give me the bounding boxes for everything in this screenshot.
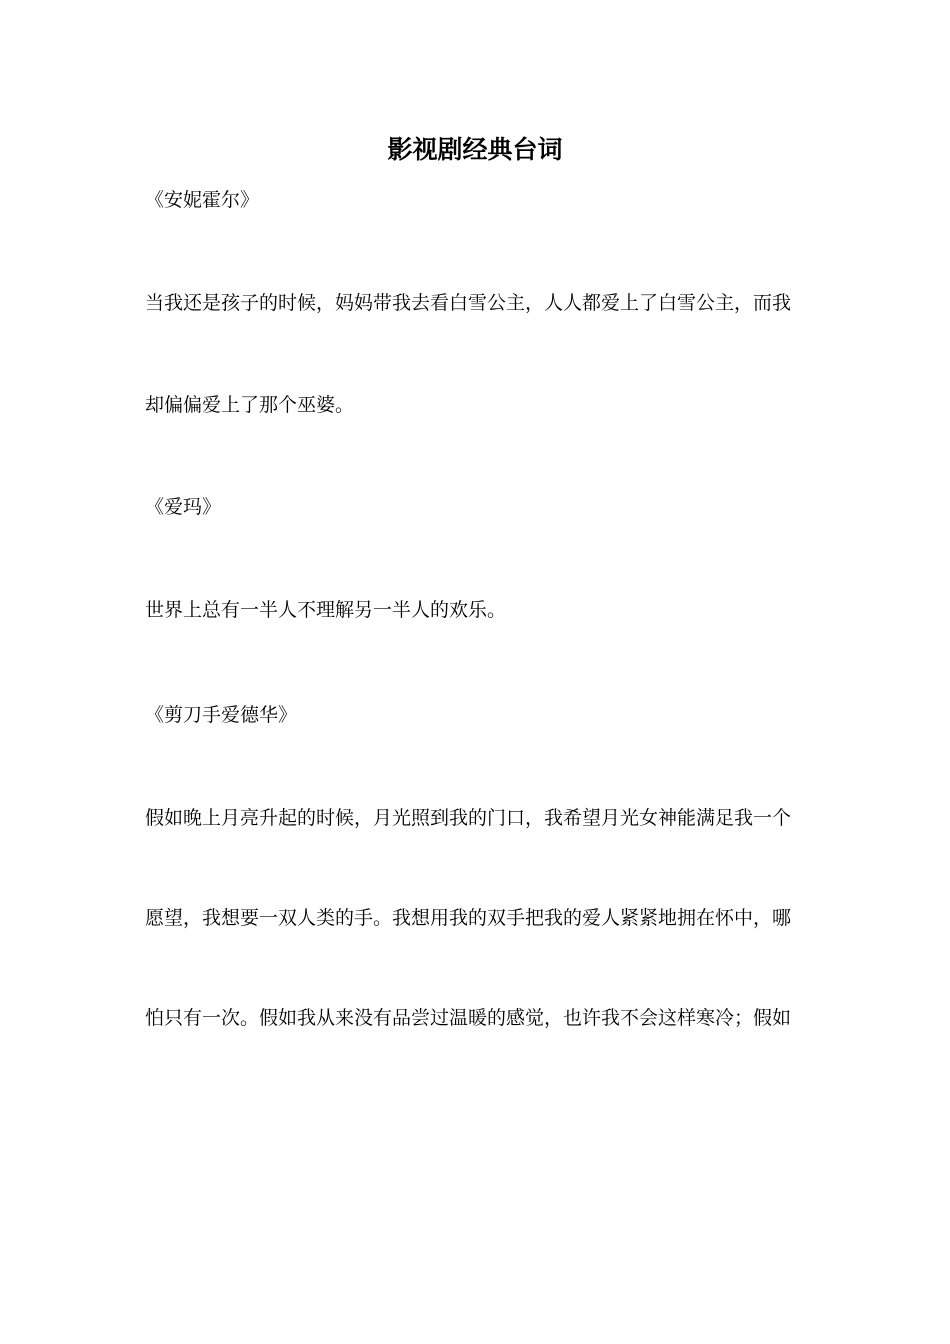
paragraph-line: 假如晚上月亮升起的时候，月光照到我的门口，我希望月光女神能满足我一个 (145, 807, 792, 829)
section-heading-edward-scissorhands: 《剪刀手爱德华》 (145, 704, 298, 726)
paragraph-line: 世界上总有一半人不理解另一半人的欢乐。 (145, 599, 507, 621)
paragraph-line: 却偏偏爱上了那个巫婆。 (145, 394, 355, 416)
section-heading-annie-hall: 《安妮霍尔》 (145, 189, 260, 211)
paragraph-line: 愿望，我想要一双人类的手。我想用我的双手把我的爱人紧紧地拥在怀中，哪 (145, 907, 792, 929)
paragraph-line: 怕只有一次。假如我从来没有品尝过温暖的感觉，也许我不会这样寒冷；假如 (145, 1007, 792, 1029)
document-title: 影视剧经典台词 (387, 135, 563, 164)
paragraph-line: 当我还是孩子的时候，妈妈带我去看白雪公主，人人都爱上了白雪公主，而我 (145, 292, 792, 314)
section-heading-emma: 《爱玛》 (145, 496, 222, 518)
